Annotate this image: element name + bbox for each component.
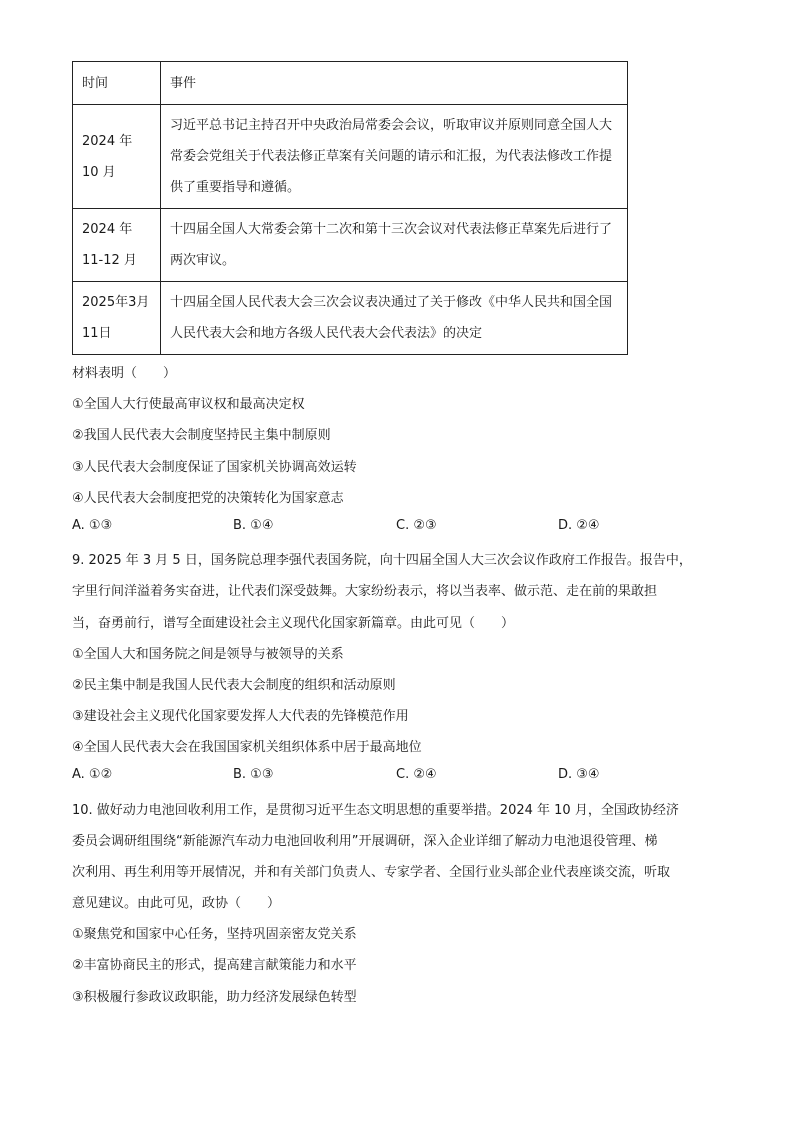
table-row [73,282,628,355]
row-event: 十四届全国人民代表大会三次会议表决通过了关于修改《中华人民共和国全国人民代表大会和地方各级人民代表大会代表法》的决定 [161,282,628,355]
q8-option-b: B. ①④ [233,518,274,533]
header-time: 时间 [73,62,161,105]
q8-item-2: ②我国人民代表大会制度坚持民主集中制原则 [72,428,331,443]
row-time: 2025年3月11日 [73,282,161,355]
q9-option-a: A. ①② [72,767,113,782]
table-row [73,105,628,209]
header-event: 事件 [161,62,628,105]
q8-item-3: ③人民代表大会制度保证了国家机关协调高效运转 [72,460,357,475]
q10-stem-line-3: 次利用、再生利用等开展情况，并和有关部门负责人、专家学者、全国行业头部企业代表座谈交流，听取 [72,865,671,880]
row-time: 2024 年 11-12 月 [73,209,161,282]
q8-option-a: A. ①③ [72,518,113,533]
q8-item-1: ①全国人大行使最高审议权和最高决定权 [72,397,305,412]
q9-item-3: ③建设社会主义现代化国家要发挥人大代表的先锋模范作用 [72,709,409,724]
event-table [72,61,628,355]
q9-option-b: B. ①③ [233,767,274,782]
table-header-row [73,62,628,105]
q9-item-1: ①全国人大和国务院之间是领导与被领导的关系 [72,647,344,662]
q9-stem-line-2: 字里行间洋溢着务实奋进，让代表们深受鼓舞。大家纷纷表示，将以当表率、做示范、走在前的果敢担 [72,584,658,599]
row-event: 习近平总书记主持召开中央政治局常委会会议，听取审议并原则同意全国人大常委会党组关于代表法修正草案有关问题的请示和汇报，为代表法修改工作提供了重要指导和遵循。 [161,105,628,209]
q8-item-4: ④人民代表大会制度把党的决策转化为国家意志 [72,491,344,506]
q9-item-4: ④全国人民代表大会在我国国家机关组织体系中居于最高地位 [72,740,422,755]
q9-option-d: D. ③④ [558,767,600,782]
q10-item-3: ③积极履行参政议政职能，助力经济发展绿色转型 [72,990,357,1005]
table-row [73,209,628,282]
q9-stem-line-3: 当，奋勇前行，谱写全面建设社会主义现代化国家新篇章。由此可见（ ） [72,616,515,631]
q9-stem-line-1: 9. 2025 年 3 月 5 日，国务院总理李强代表国务院，向十四届全国人大三次会议作政府工作报告。报告中， [72,553,692,568]
q9-item-2: ②民主集中制是我国人民代表大会制度的组织和活动原则 [72,678,396,693]
q8-stem: 材料表明（ ） [72,366,177,381]
q8-option-d: D. ②④ [558,518,600,533]
q10-stem-line-1: 10. 做好动力电池回收利用工作，是贯彻习近平生态文明思想的重要举措。2024 年 10 月，全国政协经济 [72,803,679,818]
q8-option-c: C. ②③ [396,518,437,533]
row-event: 十四届全国人大常委会第十二次和第十三次会议对代表法修正草案先后进行了两次审议。 [161,209,628,282]
q10-stem-line-2: 委员会调研组围绕“新能源汽车动力电池回收利用”开展调研，深入企业详细了解动力电池退役管理、梯 [72,834,658,849]
q10-item-2: ②丰富协商民主的形式，提高建言献策能力和水平 [72,958,357,973]
q10-item-1: ①聚焦党和国家中心任务，坚持巩固亲密友党关系 [72,927,357,942]
q10-stem-line-4: 意见建议。由此可见，政协（ ） [72,896,281,911]
row-time: 2024 年 10 月 [73,105,161,209]
q9-option-c: C. ②④ [396,767,437,782]
